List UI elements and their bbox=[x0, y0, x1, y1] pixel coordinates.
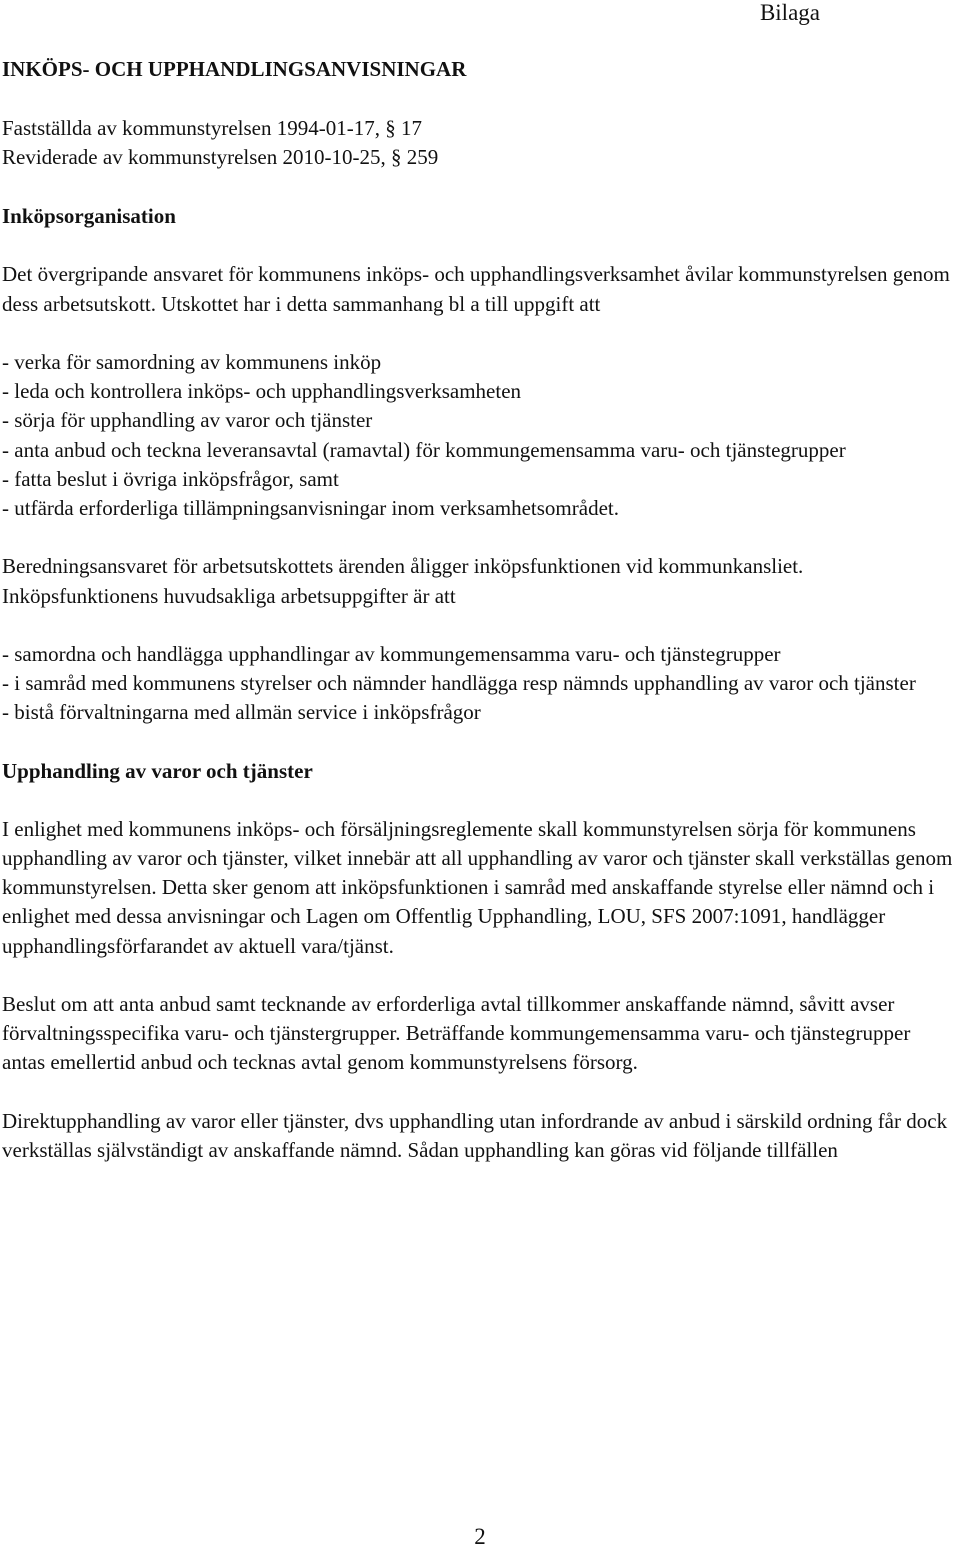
meta-line-revised: Reviderade av kommunstyrelsen 2010-10-25, § 259 bbox=[2, 145, 439, 170]
list-item: - samordna och handlägga upphandlingar av kommungemensamma varu- och tjänstegrupper bbox=[2, 642, 781, 666]
document-meta bbox=[2, 114, 958, 172]
section-paragraph: Beredningsansvaret för arbetsutskottets ärenden åligger inköpsfunktionen vid kommunkansliet. Inköpsfunktionens huvudsakliga arbetsuppgifter är att bbox=[2, 554, 804, 608]
section-paragraph: Det övergripande ansvaret för kommunens inköps- och upphandlingsverksamhet åvilar kommunstyrelsen genom dess arbetsutskott. Utskottet har i detta sammanhang bl a till uppgift att bbox=[2, 262, 950, 316]
meta-line-adopted: Fastställda av kommunstyrelsen 1994-01-17, § 17 bbox=[2, 116, 422, 140]
purchasing-function-tasks-list bbox=[2, 640, 958, 728]
section-heading-procurement: Upphandling av varor och tjänster bbox=[2, 758, 313, 783]
list-item: - verka för samordning av kommunens inköp bbox=[2, 350, 382, 374]
section-paragraph: Beslut om att anta anbud samt tecknande av erforderliga avtal tillkommer anskaffande nämnd, såvitt avser förvaltningsspecifika varu- och tjänstergrupper. Beträffande kommungemensamma varu- och tjänstegrupper antas emellertid anbud och tecknas avtal genom kommunstyrelsens försorg. bbox=[2, 992, 911, 1075]
section-paragraph: Direktupphandling av varor eller tjänster, dvs upphandling utan infordrande av anbud i särskild ordning får dock verkställas självständigt av anskaffande nämnd. Sådan upphandling kan göras vid följande tillfällen bbox=[2, 1108, 948, 1162]
section-paragraph: I enlighet med kommunens inköps- och försäljningsreglemente skall kommunstyrelsen sörja för kommunens upphandling av varor och tjänster, vilket innebär att all upphandling av varor och tjänster skall verkställas genom kommunstyrelsen. Detta sker genom att inköpsfunktionen i samråd med anskaffande styrelse eller nämnd och i enlighet med dessa anvisningar och Lagen om Offentlig Upphandling, LOU, SFS 2007:1091, handlägger upphandlingsförfarandet av aktuell vara/tjänst. bbox=[2, 816, 953, 958]
section-heading-purchasing-organisation: Inköpsorganisation bbox=[2, 204, 176, 229]
document-body bbox=[2, 55, 958, 1194]
list-item: - leda och kontrollera inköps- och upphandlingsverksamheten bbox=[2, 379, 522, 404]
list-item: - sörja för upphandling av varor och tjänster bbox=[2, 408, 373, 433]
page-number: 2 bbox=[474, 1524, 486, 1549]
committee-tasks-list bbox=[2, 348, 958, 523]
list-item: - bistå förvaltningarna med allmän service i inköpsfrågor bbox=[2, 700, 481, 725]
list-item: - i samråd med kommunens styrelser och nämnder handlägga resp nämnds upphandling av varor och tjänster bbox=[2, 671, 916, 696]
list-item: - utfärda erforderliga tillämpningsanvisningar inom verksamhetsområdet. bbox=[2, 496, 619, 521]
list-item: - anta anbud och teckna leveransavtal (ramavtal) för kommungemensamma varu- och tjänstegrupper bbox=[2, 437, 846, 462]
appendix-label: Bilaga bbox=[759, 0, 820, 25]
document-title: INKÖPS- OCH UPPHANDLINGSANVISNINGAR bbox=[2, 57, 467, 81]
list-item: - fatta beslut i övriga inköpsfrågor, samt bbox=[2, 466, 339, 491]
